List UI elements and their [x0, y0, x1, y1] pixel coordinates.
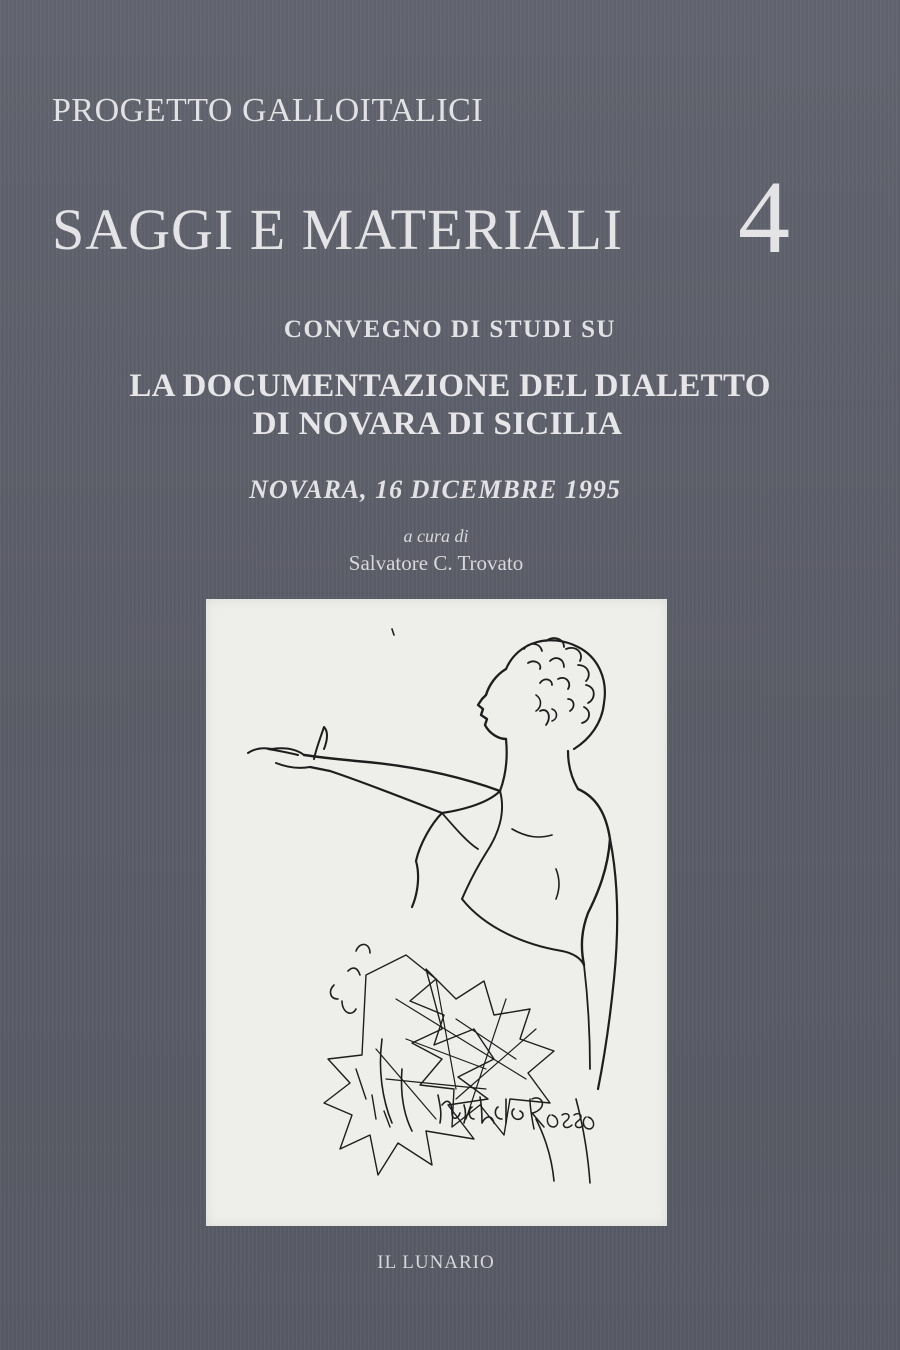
volume-number: 4: [738, 160, 790, 275]
series-title: PROGETTO GALLOITALICI: [52, 92, 484, 129]
book-title-line-1: LA DOCUMENTAZIONE DEL DIALETTO: [129, 368, 771, 404]
editor-intro: a cura di: [403, 526, 469, 546]
collection-title: SAGGI E MATERIALI: [52, 197, 624, 262]
cover-illustration: [206, 599, 667, 1226]
publisher-name: IL LUNARIO: [377, 1252, 495, 1273]
conference-intro: CONVEGNO DI STUDI SU: [283, 316, 617, 343]
place-date: NOVARA, 16 DICEMBRE 1995: [249, 475, 621, 504]
book-title-line-2: DI NOVARA DI SICILIA: [252, 406, 623, 442]
figure-sketch: [206, 599, 667, 1226]
editor-name: Salvatore C. Trovato: [348, 551, 524, 575]
